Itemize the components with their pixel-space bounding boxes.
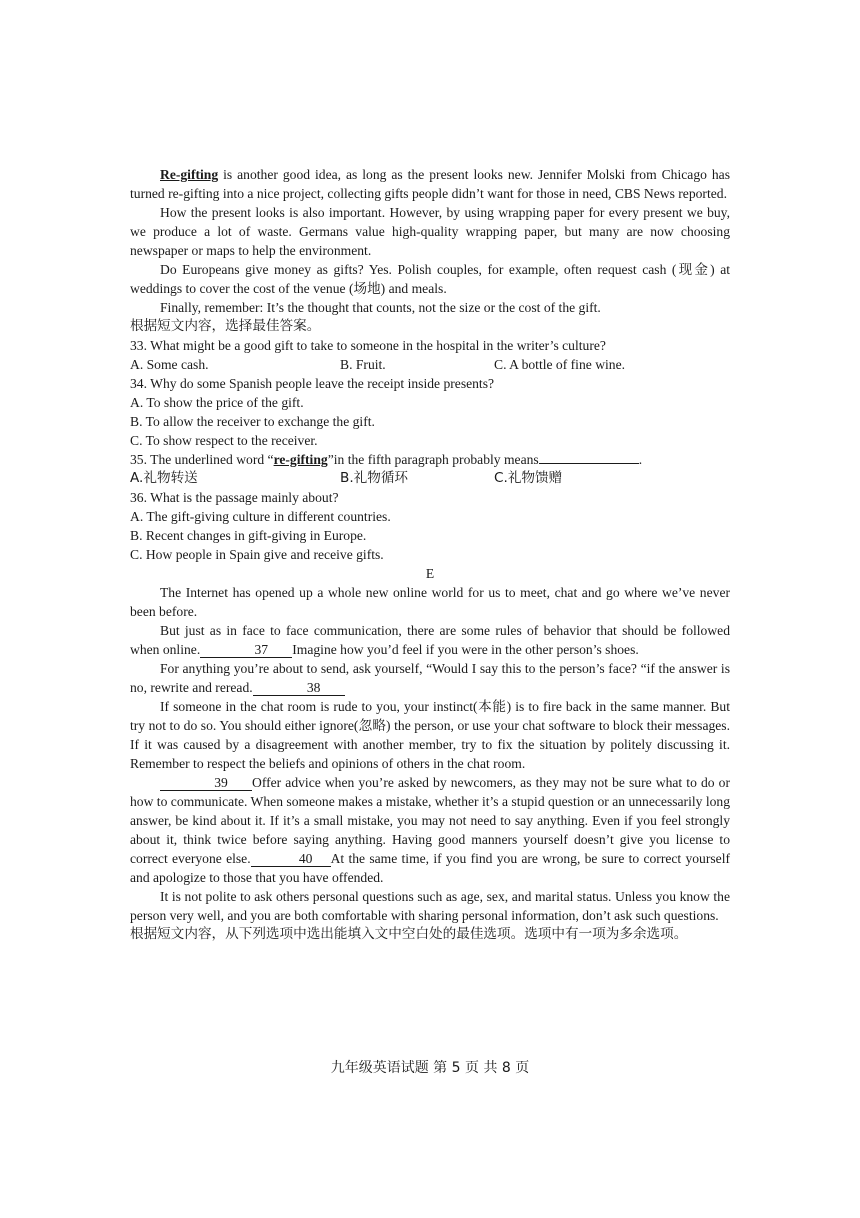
paragraph-e2-post: Imagine how you’d feel if you were in the other person’s shoes. — [292, 642, 639, 657]
option-33-c: C. A bottle of fine wine. — [494, 357, 626, 372]
paragraph-e2-pre: But just as in face to face communication, there are some rules of behavior that should be followed when online. — [130, 623, 730, 657]
option-35-a: A.礼物转送 — [130, 470, 198, 486]
option-34-c: C. To show respect to the receiver. — [130, 433, 318, 448]
question-35-stem-pre: 35. The underlined word “ — [130, 452, 274, 467]
page-footer: 九年级英语试题 第 5 页 共 8 页 — [330, 1060, 530, 1076]
option-33-b: B. Fruit. — [340, 357, 386, 372]
blank-38[interactable]: 38 — [253, 680, 345, 696]
question-33-stem: 33. What might be a good gift to take to someone in the hospital in the writer’s culture? — [130, 338, 606, 353]
paragraph-finally: Finally, remember: It’s the thought that counts, not the size or the cost of the gift. — [160, 300, 601, 315]
option-33-a: A. Some cash. — [130, 357, 209, 372]
question-35-stem — [130, 450, 730, 469]
question-35-stem-post: ”in the fifth paragraph probably means — [327, 452, 539, 467]
question-35-options — [130, 469, 730, 488]
question-36-stem: 36. What is the passage mainly about? — [130, 490, 339, 505]
paragraph-regifting — [130, 165, 730, 203]
option-34-b: B. To allow the receiver to exchange the gift. — [130, 414, 375, 429]
paragraph-e5-a: Offer advice when you’re asked by newcomers, as they may not be sure what to do or how to communicate. When someone makes a mistake, whether it’s a stupid question or an unnecessarily long answer, be kind about it. If it’s a small mistake, you may not need to say anything. Even if you feel strongly about it, think twice before saying anything. Having good manners yourself doesn’t give you license to correct everyone else. — [130, 775, 730, 866]
question-35-underlined-word: re-gifting — [273, 452, 328, 467]
option-34-a: A. To show the price of the gift. — [130, 395, 304, 410]
paragraph-wrapping: How the present looks is also important. However, by using wrapping paper for every present we buy, we produce a lot of waste. Germans value high-quality wrapping paper, but many are now choosing newspaper or maps to help the environment. — [130, 205, 730, 258]
blank-40[interactable]: 40 — [251, 851, 331, 867]
paragraph-money-gifts: Do Europeans give money as gifts? Yes. Polish couples, for example, often request cash (现金) at weddings to cover the cost of the venue (场地) and meals. — [130, 262, 730, 296]
question-34-stem: 34. Why do some Spanish people leave the receipt inside presents? — [130, 376, 495, 391]
instruction-e: 根据短文内容，从下列选项中选出能填入文中空白处的最佳选项。选项中有一项为多余选项。 — [130, 926, 688, 942]
option-36-c: C. How people in Spain give and receive gifts. — [130, 547, 384, 562]
paragraph-e3 — [130, 659, 730, 697]
option-35-c: C.礼物馈赠 — [494, 470, 563, 486]
paragraph-e1: The Internet has opened up a whole new online world for us to meet, chat and go where we’ve never been before. — [130, 585, 730, 619]
paragraph-e5-b: At the same time, if you find you are wrong, be sure to correct yourself and apologize to those that you have offended. — [130, 851, 730, 885]
option-36-b: B. Recent changes in gift-giving in Europe. — [130, 528, 367, 543]
paragraph-e6: It is not polite to ask others personal questions such as age, sex, and marital status. Unless you know the person very well, and you are both comfortable with sharing personal information, don’t ask such questions. — [130, 889, 730, 923]
question-35-blank — [539, 463, 639, 464]
instruction-d: 根据短文内容，选择最佳答案。 — [130, 318, 321, 334]
question-35-stem-end: . — [638, 452, 643, 467]
blank-37[interactable]: 37 — [200, 642, 292, 658]
page-content — [130, 165, 730, 944]
question-33-options — [130, 355, 730, 374]
paragraph-e3-pre: For anything you’re about to send, ask yourself, “Would I say this to the person’s face? “if the answer is no, rewrite and reread. — [130, 661, 730, 695]
blank-39[interactable]: 39 — [160, 775, 252, 791]
section-e-heading: E — [425, 566, 435, 581]
option-36-a: A. The gift-giving culture in different countries. — [130, 509, 391, 524]
paragraph-e4: If someone in the chat room is rude to you, your instinct(本能) is to fire back in the same manner. But try not to do so. You should either ignore(忽略) the person, or use your chat software to block their messages. If it was caused by a disagreement with another member, try to fix the situation by politely discussing it. Remember to respect the beliefs and opinions of others in the chat room. — [130, 699, 730, 771]
paragraph-e5 — [130, 773, 730, 887]
regifting-text: is another good idea, as long as the present looks new. Jennifer Molski from Chicago has turned re-gifting into a nice project, collecting gifts people didn’t want for those in need, CBS News reported. — [130, 167, 730, 201]
regifting-term: Re-gifting — [160, 167, 219, 182]
paragraph-e2 — [130, 621, 730, 659]
option-35-b: B.礼物循环 — [340, 470, 409, 486]
